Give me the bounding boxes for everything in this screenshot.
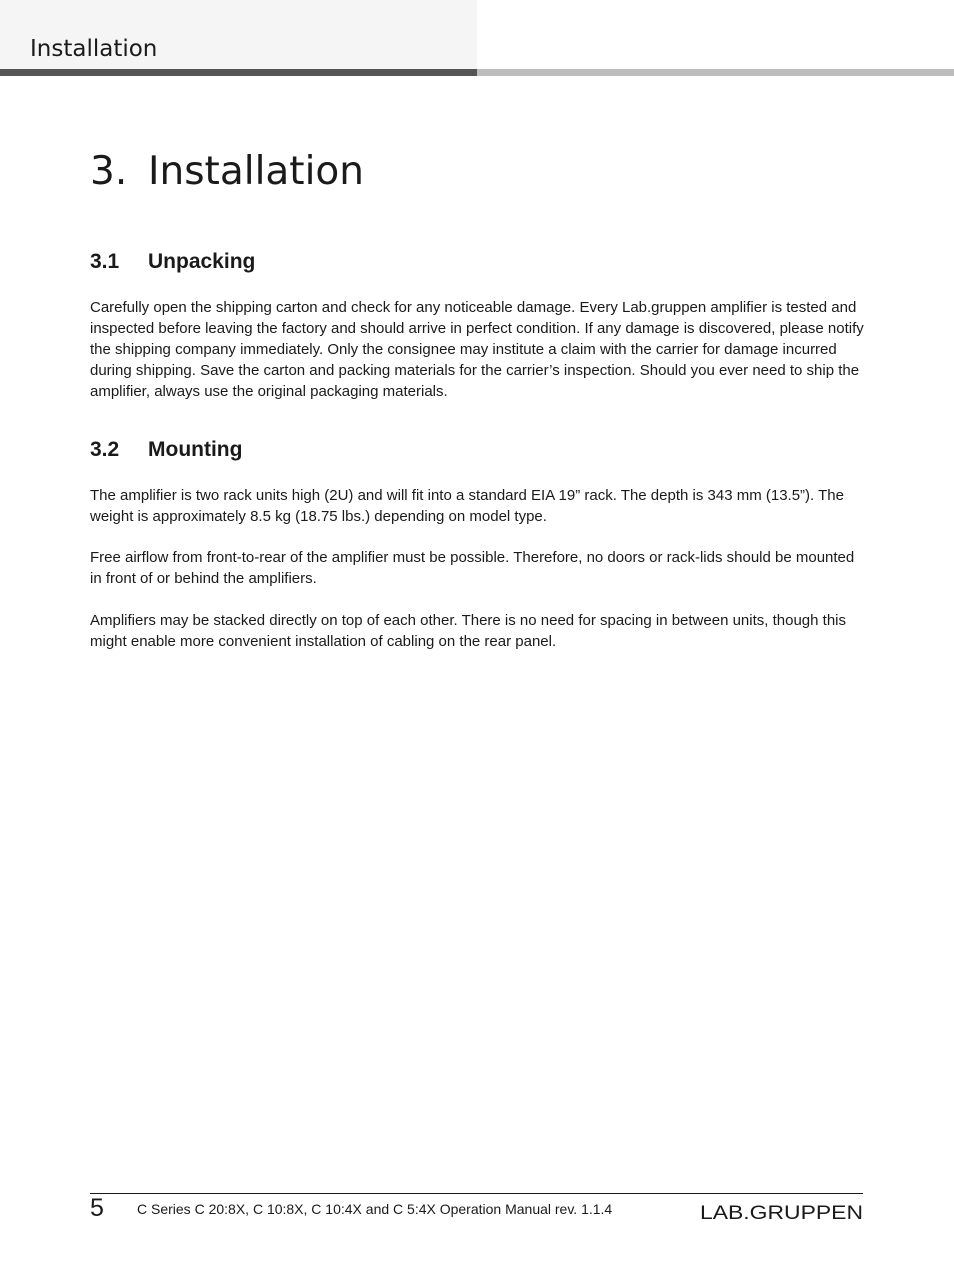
- section-title: Unpacking: [148, 250, 256, 273]
- paragraph-mounting-airflow: Free airflow from front-to-rear of the amplifier must be possible. Therefore, no doors or rack-lids should be mounted in front of or behind the amplifiers.: [90, 549, 855, 587]
- section-title: Mounting: [148, 438, 243, 461]
- paragraph-unpacking: Carefully open the shipping carton and check for any noticeable damage. Every Lab.gruppen amplifier is tested and inspected before leaving the factory and should arrive in perfect condition. If any damage is discovered, please notify the shipping company immediately. Only the consignee may institute a claim with the carrier for damage incurred during shipping. Save the carton and packing materials for the carrier’s inspection. Should you ever need to ship the amplifier, always use the original packaging materials.: [90, 299, 864, 400]
- paragraph-mounting-stacking: Amplifiers may be stacked directly on top of each other. There is no need for spacing in between units, though this might enable more convenient installation of cabling on the rear panel.: [90, 612, 846, 650]
- chapter-title: [90, 149, 364, 194]
- footer-manual-title: C Series C 20:8X, C 10:8X, C 10:4X and C 5:4X Operation Manual rev. 1.1.4: [137, 1201, 613, 1217]
- section-number: 3.1: [90, 250, 120, 273]
- lab-gruppen-logo: [700, 1202, 863, 1222]
- logo-text: LAB.GRUPPEN: [700, 1203, 863, 1222]
- paragraph-mounting-dimensions: The amplifier is two rack units high (2U) and will fit into a standard EIA 19” rack. The depth is 343 mm (13.5”). The weight is approximately 8.5 kg (18.75 lbs.) depending on model type.: [90, 487, 844, 525]
- section-number: 3.2: [90, 438, 120, 461]
- section-heading-mounting: [90, 438, 242, 462]
- section-heading-unpacking: [90, 250, 255, 274]
- chapter-number: 3.: [90, 149, 128, 194]
- running-header-title: Installation: [30, 36, 158, 62]
- header-rule-dark: [0, 69, 477, 76]
- chapter-title-text: Installation: [148, 149, 365, 194]
- header-rule-light: [477, 69, 954, 76]
- footer-rule: [90, 1193, 863, 1194]
- page-number: 5: [90, 1194, 104, 1222]
